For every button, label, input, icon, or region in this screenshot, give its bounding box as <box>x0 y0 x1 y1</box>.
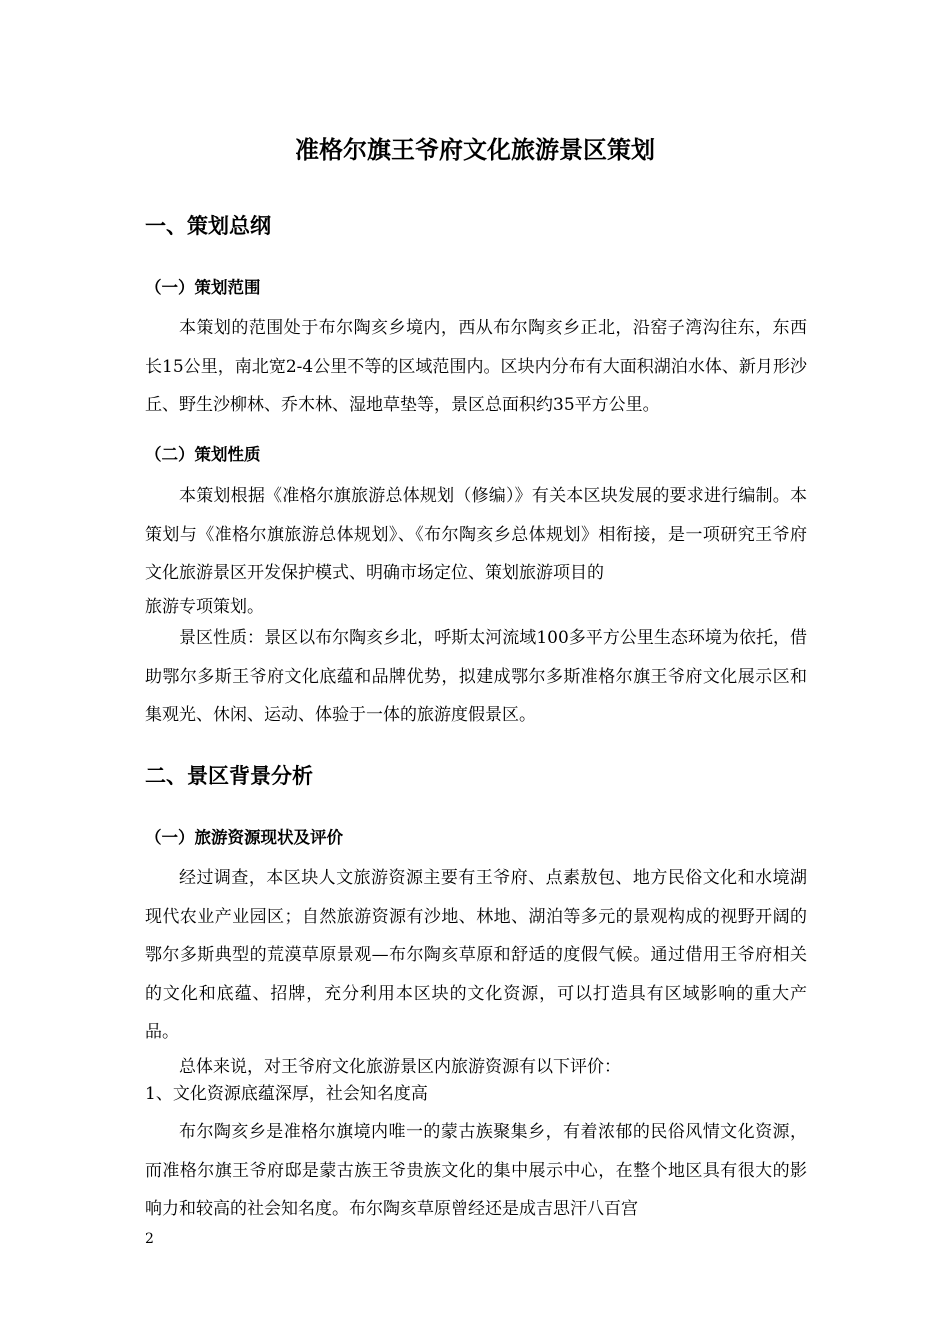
subsection-heading-planning-scope: （一）策划范围 <box>145 278 261 297</box>
paragraph-scenic-nature: 景区性质：景区以布尔陶亥乡北，呼斯太河流域100多平方公里生态环境为依托，借助鄂尔多斯王爷府文化底蕴和品牌优势，拟建成鄂尔多斯准格尔旗王爷府文化展示区和集观光、休闲、运动、体验于一体的旅游度假景区。 <box>145 628 807 725</box>
subsection-heading-planning-nature: （二）策划性质 <box>145 445 261 464</box>
page-number: 2 <box>145 1231 154 1247</box>
paragraph-planning-nature: 本策划根据《准格尔旗旅游总体规划（修编）》有关本区块发展的要求进行编制。本策划与《准格尔旗旅游总体规划》、《布尔陶亥乡总体规划》相衔接，是一项研究王爷府文化旅游景区开发保护模式、明确市场定位、策划旅游项目的 <box>145 486 807 583</box>
paragraph-planning-nature-continued: 旅游专项策划。 <box>145 597 264 617</box>
paragraph-resources-survey: 经过调查，本区块人文旅游资源主要有王爷府、点素敖包、地方民俗文化和水境湖现代农业产业园区；自然旅游资源有沙地、林地、湖泊等多元的景观构成的视野开阔的鄂尔多斯典型的荒漠草原景观—布尔陶亥草原和舒适的度假气候。通过借用王爷府相关的文化和底蕴、招牌，充分利用本区块的文化资源，可以打造具有区域影响的重大产品。 <box>145 868 807 1042</box>
section-heading-background-analysis: 二、景区背景分析 <box>145 764 313 788</box>
list-item-cultural-resources: 1、文化资源底蕴深厚，社会知名度高 <box>145 1084 428 1104</box>
subsection-heading-resources-evaluation: （一）旅游资源现状及评价 <box>145 828 343 847</box>
section-heading-planning-outline: 一、策划总纲 <box>145 214 271 238</box>
paragraph-buertaohai-culture: 布尔陶亥乡是准格尔旗境内唯一的蒙古族聚集乡，有着浓郁的民俗风情文化资源，而准格尔旗王爷府邸是蒙古族王爷贵族文化的集中展示中心，在整个地区具有很大的影响力和较高的社会知名度。布尔陶亥草原曾经还是成吉思汗八百宫 <box>145 1122 807 1219</box>
document-title: 准格尔旗王爷府文化旅游景区策划 <box>295 136 655 164</box>
paragraph-planning-scope: 本策划的范围处于布尔陶亥乡境内，西从布尔陶亥乡正北，沿窑子湾沟往东，东西长15公里，南北宽2-4公里不等的区域范围内。区块内分布有大面积湖泊水体、新月形沙丘、野生沙柳林、乔木林、湿地草垫等，景区总面积约35平方公里。 <box>145 318 807 415</box>
paragraph-overall-evaluation: 总体来说，对王爷府文化旅游景区内旅游资源有以下评价： <box>179 1057 621 1077</box>
